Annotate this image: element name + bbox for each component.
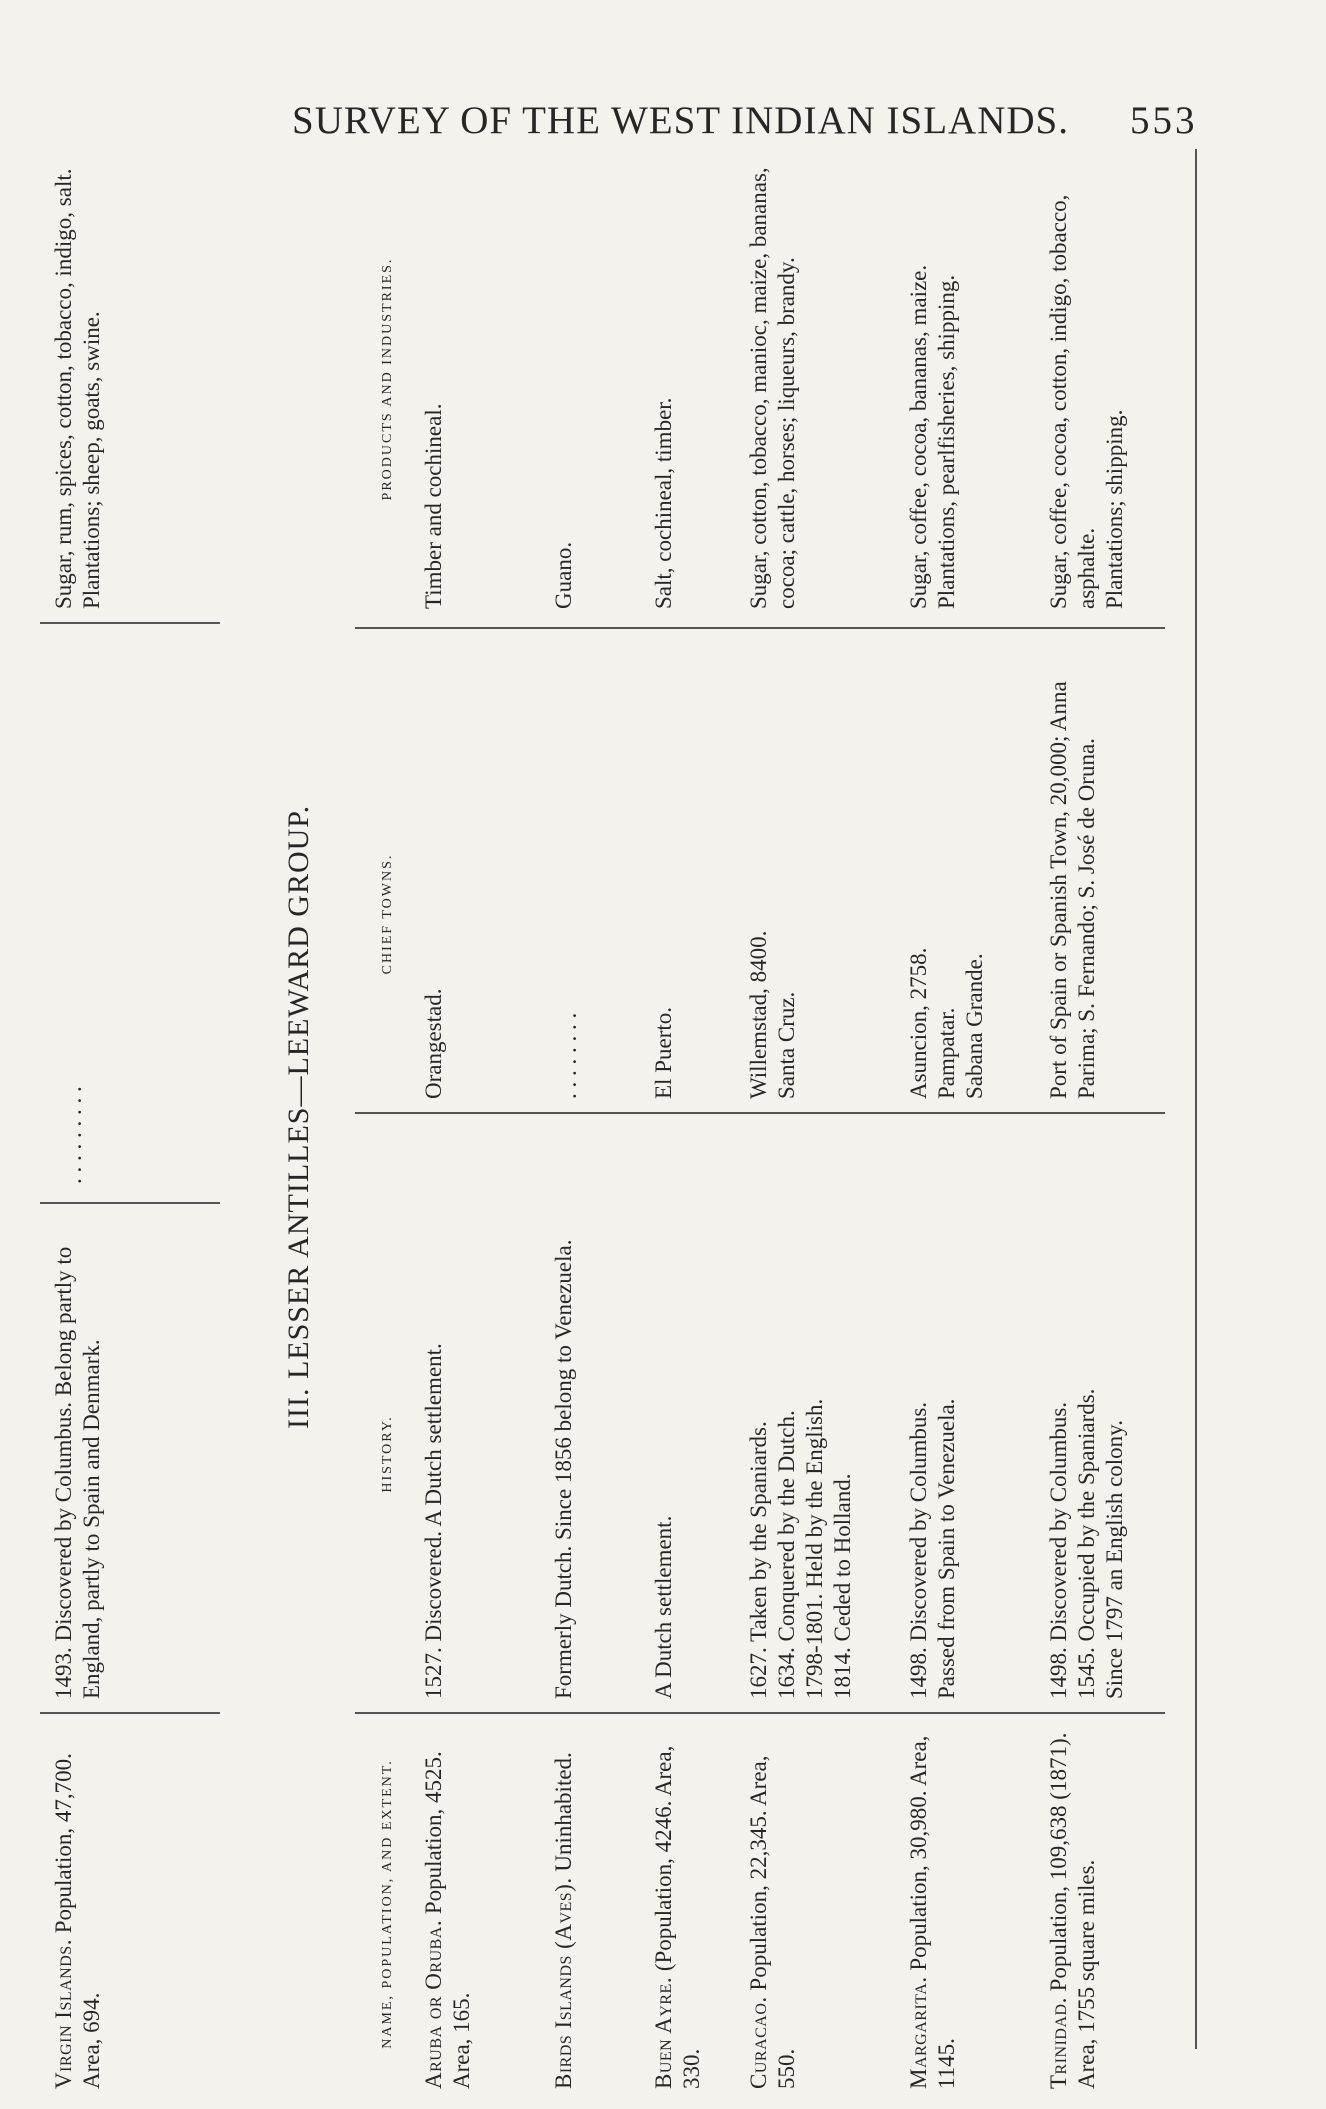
row-aruba-name: Aruba or Oruba. Population, 4525. Area, 165. bbox=[421, 1751, 474, 2089]
page-title: SURVEY OF THE WEST INDIAN ISLANDS. bbox=[292, 99, 1069, 142]
row-margarita-history: 1498. Discovered by Columbus. Passed from Spain to Venezuela. bbox=[906, 1398, 959, 1699]
page-number: 553 bbox=[1130, 99, 1198, 142]
continued-history: 1493. Discovered by Columbus. Belong partly to England, partly to Spain and Denmark. bbox=[51, 1246, 104, 1699]
row-trinidad-name: Trinidad. Population, 109,638 (1871). Area, 1755 square miles. bbox=[1046, 1732, 1099, 2089]
row-birds-name: Birds Islands (Aves). Uninhabited. bbox=[551, 1752, 576, 2089]
col-head-name: NAME, POPULATION, AND EXTENT. bbox=[380, 1759, 395, 2049]
row-curacao-products: Sugar, cotton, tobacco, manioc, maize, bananas, cocoa; cattle, horses; liqueurs, brandy. bbox=[746, 167, 799, 609]
row-trinidad-products: Sugar, coffee, cocoa, cotton, indigo, tobacco, asphalte. Plantations; shipping. bbox=[1046, 194, 1127, 609]
table-divider-3 bbox=[355, 627, 1165, 629]
row-curacao-history: 1627. Taken by the Spaniards. 1634. Conquered by the Dutch. 1798-1801. Held by the English. 1814. Ceded to Holland. bbox=[746, 1398, 855, 1699]
section-title: III. LESSER ANTILLES—LEEWARD GROUP. bbox=[282, 804, 315, 1429]
row-birds-products: Guano. bbox=[551, 541, 576, 609]
table-divider-2 bbox=[355, 1112, 1165, 1114]
row-birds-history: Formerly Dutch. Since 1856 belong to Venezuela. bbox=[551, 1239, 576, 1699]
continued-towns: . . . . . . . . . bbox=[61, 1086, 86, 1184]
table-divider-1 bbox=[355, 1712, 1165, 1714]
row-aruba-towns: Orangestad. bbox=[421, 988, 446, 1099]
continued-products: Sugar, rum, spices, cotton, tobacco, indigo, salt. Plantations; sheep, goats, swine. bbox=[51, 168, 104, 609]
row-aruba-history: 1527. Discovered. A Dutch settlement. bbox=[421, 1343, 446, 1699]
row-buen-ayre-name: Buen Ayre. (Population, 4246. Area, 330. bbox=[651, 1745, 704, 2089]
continued-divider-2 bbox=[40, 1202, 220, 1204]
row-trinidad-towns: Port of Spain or Spanish Town, 20,000; Anna Parima; S. Fernando; S. José de Oruna. bbox=[1046, 681, 1099, 1099]
continued-divider-1 bbox=[40, 1712, 220, 1714]
row-margarita-name: Margarita. Population, 30,980. Area, 1145. bbox=[906, 1735, 959, 2089]
col-head-towns: CHIEF TOWNS. bbox=[380, 853, 395, 975]
row-margarita-towns: Asuncion, 2758. Pampatar. Sabana Grande. bbox=[906, 947, 987, 1099]
table-bottom-rule bbox=[1195, 149, 1197, 2049]
col-head-history: HISTORY. bbox=[380, 1415, 395, 1493]
col-head-products: PRODUCTS AND INDUSTRIES. bbox=[380, 257, 395, 501]
row-curacao-name: Curacao. Population, 22,345. Area, 550. bbox=[746, 1755, 799, 2089]
row-buen-ayre-products: Salt, cochineal, timber. bbox=[651, 397, 676, 609]
row-buen-ayre-history: A Dutch settlement. bbox=[651, 1515, 676, 1699]
row-aruba-products: Timber and cochineal. bbox=[421, 403, 446, 609]
row-margarita-products: Sugar, coffee, cocoa, bananas, maize. Plantations, pearlfisheries, shipping. bbox=[906, 264, 959, 609]
continued-name: Virgin Islands. Population, 47,700. Area, 694. bbox=[51, 1753, 104, 2089]
row-trinidad-history: 1498. Discovered by Columbus. 1545. Occupied by the Spaniards. Since 1797 an English colony. bbox=[1046, 1388, 1127, 1699]
row-birds-towns: . . . . . . . . bbox=[556, 1012, 581, 1099]
continued-divider-3 bbox=[40, 622, 220, 624]
row-curacao-towns: Willemstad, 8400. Santa Cruz. bbox=[746, 930, 799, 1099]
row-buen-ayre-towns: El Puerto. bbox=[651, 1007, 676, 1099]
